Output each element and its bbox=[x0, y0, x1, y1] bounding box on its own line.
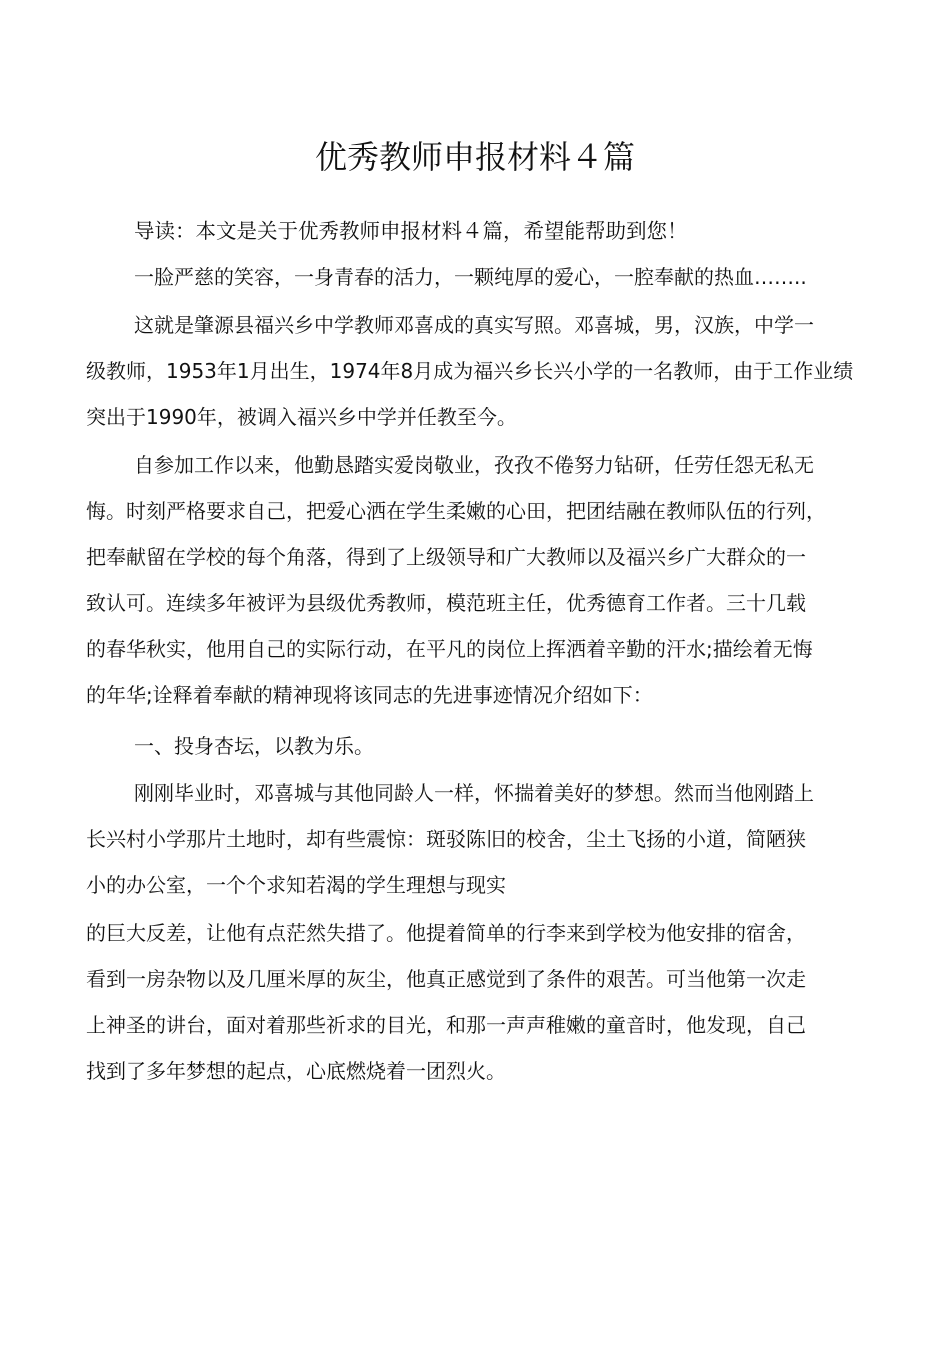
paragraph-6 bbox=[86, 910, 870, 1094]
paragraph-line: 的春华秋实，他用自己的实际行动，在平凡的岗位上挥洒着辛勤的汗水;描绘着无悔 bbox=[86, 637, 813, 661]
paragraph-line: 上神圣的讲台，面对着那些祈求的目光，和那一声声稚嫩的童音时，他发现，自己 bbox=[86, 1013, 806, 1037]
intro-paragraph: 导读：本文是关于优秀教师申报材料４篇，希望能帮助到您！ bbox=[134, 219, 688, 243]
paragraph-line: 一脸严慈的笑容，一身青春的活力，一颗纯厚的爱心，一腔奉献的热血…….. bbox=[134, 265, 807, 289]
paragraph-3 bbox=[86, 442, 870, 718]
paragraph-line: 把奉献留在学校的每个角落，得到了上级领导和广大教师以及福兴乡广大群众的一 bbox=[86, 545, 806, 569]
paragraph-5 bbox=[86, 770, 870, 908]
paragraph-line: 的年华;诠释着奉献的精神现将该同志的先进事迹情况介绍如下： bbox=[86, 683, 653, 707]
paragraph-line: 悔。时刻严格要求自己，把爱心洒在学生柔嫩的心田，把团结融在教师队伍的行列， bbox=[86, 499, 826, 523]
paragraph-line: 的巨大反差，让他有点茫然失措了。他提着简单的行李来到学校为他安排的宿舍， bbox=[86, 921, 806, 945]
section-heading bbox=[86, 723, 870, 769]
paragraph-line: 小的办公室，一个个求知若渴的学生理想与现实 bbox=[86, 873, 506, 897]
paragraph-line: 突出于1990年，被调入福兴乡中学并任教至今。 bbox=[86, 405, 517, 429]
document-title: 优秀教师申报材料４篇 bbox=[314, 138, 635, 176]
paragraph-line: 自参加工作以来，他勤恳踏实爱岗敬业，孜孜不倦努力钻研，任劳任怨无私无 bbox=[134, 453, 814, 477]
paragraph-line: 刚刚毕业时，邓喜城与其他同龄人一样，怀揣着美好的梦想。然而当他刚踏上 bbox=[134, 781, 814, 805]
paragraph-line: 看到一房杂物以及几厘米厚的灰尘，他真正感觉到了条件的艰苦。可当他第一次走 bbox=[86, 967, 806, 991]
paragraph-line: 一、投身杏坛，以教为乐。 bbox=[134, 734, 374, 758]
paragraph-line: 致认可。连续多年被评为县级优秀教师，模范班主任，优秀德育工作者。三十几载 bbox=[86, 591, 806, 615]
paragraph-line: 级教师，1953年1月出生，1974年8月成为福兴乡长兴小学的一名教师，由于工作业绩 bbox=[86, 359, 854, 383]
paragraph-1 bbox=[86, 254, 870, 300]
paragraph-line: 长兴村小学那片土地时，却有些震惊：斑驳陈旧的校舍，尘土飞扬的小道，简陋狭 bbox=[86, 827, 806, 851]
paragraph-line: 这就是肇源县福兴乡中学教师邓喜成的真实写照。邓喜城，男，汉族，中学一 bbox=[134, 313, 814, 337]
paragraph-line: 找到了多年梦想的起点，心底燃烧着一团烈火。 bbox=[86, 1059, 506, 1083]
paragraph-2 bbox=[86, 302, 870, 440]
